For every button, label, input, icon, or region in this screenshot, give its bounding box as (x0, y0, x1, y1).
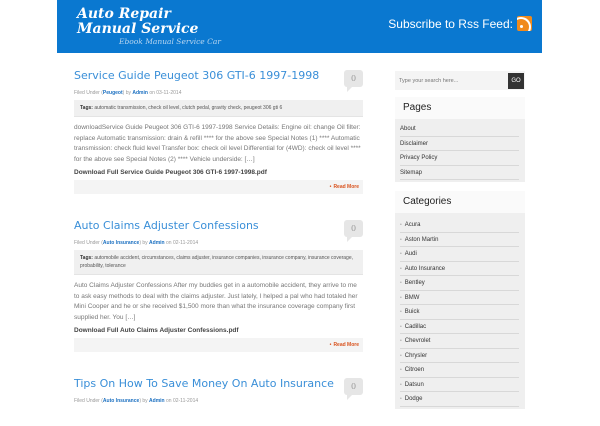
post (74, 216, 363, 352)
category-item[interactable] (400, 218, 519, 233)
bullet-icon: • (400, 280, 402, 286)
post (74, 66, 363, 194)
category-link[interactable]: Bentley (404, 280, 425, 286)
category-item[interactable] (400, 247, 519, 262)
post-meta (74, 240, 363, 246)
rss-label: Subscribe to Rss Feed: (388, 16, 513, 31)
category-link[interactable]: Audi (404, 251, 417, 257)
filed-under-label: Filed Under ( (74, 240, 103, 246)
page-link[interactable]: Disclaimer (400, 137, 519, 152)
category-link[interactable]: Peugeot (102, 90, 123, 96)
author-link[interactable]: Admin (149, 398, 165, 404)
post-meta (74, 90, 363, 96)
post-date: on 02-11-2014 (164, 240, 199, 246)
bullet-icon: • (400, 396, 402, 402)
comment-count-bubble[interactable]: 0 (344, 70, 363, 87)
bullet-icon: • (400, 367, 402, 373)
author-link[interactable]: Admin (132, 90, 148, 96)
category-link[interactable]: Chrysler (404, 352, 428, 359)
categories-widget-title: Categories (395, 191, 525, 213)
by-label: ) by (122, 90, 133, 96)
search-form (395, 71, 525, 90)
post-date: on 03-11-2014 (147, 90, 182, 96)
page-link[interactable]: About (400, 122, 519, 137)
bullet-icon: • (400, 265, 402, 272)
page-link[interactable]: Sitemap (400, 166, 519, 181)
category-link[interactable]: Citroen (404, 367, 425, 373)
post-list (74, 66, 363, 426)
by-label: ) by (139, 240, 150, 246)
tags-list[interactable]: automobile accident, circumstances, claims adjuster, insurance companies, insurance company, insurance coverage, probability, tolerance (80, 255, 354, 269)
read-more-bar (74, 180, 363, 194)
read-more-label: Read More (333, 184, 359, 190)
category-link[interactable]: Datsun (404, 381, 424, 388)
category-link[interactable]: Buick (404, 309, 420, 315)
post-tags (74, 250, 363, 275)
category-link[interactable]: Dodge (404, 396, 423, 402)
bullet-icon: • (400, 309, 402, 315)
page-link[interactable]: Privacy Policy (400, 151, 519, 166)
tags-list[interactable]: automatic transmission, check oil level, clutch pedal, gravity check, peugeot 306 gti 6 (94, 105, 283, 111)
category-item[interactable] (400, 291, 519, 306)
pages-widget-title: Pages (395, 97, 525, 119)
category-item[interactable] (400, 233, 519, 248)
by-label: ) by (139, 398, 150, 404)
rss-subscribe[interactable] (388, 16, 532, 31)
comment-count-bubble[interactable]: 0 (344, 378, 363, 395)
category-item[interactable] (400, 334, 519, 349)
post-title-link[interactable]: Auto Claims Adjuster Confessions (74, 219, 259, 232)
pages-list (395, 119, 525, 182)
author-link[interactable]: Admin (149, 240, 165, 246)
search-input[interactable] (399, 78, 508, 84)
bullet-icon: • (400, 352, 402, 359)
post-date: on 02-11-2014 (164, 398, 199, 404)
read-more-bar (74, 338, 363, 352)
bullet-icon: • (400, 222, 402, 228)
filed-under-label: Filed Under ( (74, 90, 103, 96)
post-excerpt: downloadService Guide Peugeot 306 GTI-6 1997-1998 Service Details: Engine oil: change Oil filter: replace Automatic transmission: drain & refill **** for the above see Special Notes (1) **** Automatic transmission: check fluid level Transfer box: check oil level Differential for (4WD): check oil level **** for the above see Special Notes (2) **** Vehicle underside: […] (74, 124, 361, 163)
category-item[interactable] (400, 363, 519, 378)
bullet-icon: • (400, 294, 402, 301)
download-link[interactable]: Download Full Auto Claims Adjuster Confessions.pdf (74, 327, 239, 334)
category-item[interactable] (400, 392, 519, 407)
post-excerpt: Auto Claims Adjuster Confessions After my buddies get in a automobile accident, they arrive to me to ask easy methods to deal with the claims adjuster. Just lately, I helped a pal who had totaled her Mini Cooper and he or she received $1,500 more than what the insurance coverage company first supplied her. You […] (74, 282, 358, 321)
bullet-icon: • (400, 323, 402, 330)
categories-list (395, 213, 525, 409)
bullet-icon: • (400, 338, 402, 344)
category-link[interactable]: Auto Insurance (102, 240, 140, 246)
category-item[interactable] (400, 262, 519, 277)
category-item[interactable] (400, 305, 519, 320)
category-link[interactable]: Auto Insurance (102, 398, 140, 404)
download-link[interactable]: Download Full Service Guide Peugeot 306 GTI-6 1997-1998.pdf (74, 169, 267, 176)
bullet-icon: • (400, 236, 402, 243)
category-link[interactable]: Aston Martin (404, 236, 439, 243)
read-more-link[interactable] (330, 184, 359, 190)
tags-label: Tags: (80, 105, 93, 111)
site-tagline: Ebook Manual Service Car (119, 37, 221, 46)
post-title-link[interactable]: Tips On How To Save Money On Auto Insurance (74, 377, 334, 390)
bullet-icon: • (400, 381, 402, 388)
category-link[interactable]: Cadillac (404, 323, 427, 330)
bullet-icon: • (400, 251, 402, 257)
site-header (57, 0, 542, 53)
category-link[interactable]: Chevrolet (404, 338, 431, 344)
category-link[interactable]: Auto Insurance (404, 265, 446, 272)
post-title-link[interactable]: Service Guide Peugeot 306 GTI-6 1997-1998 (74, 69, 320, 82)
read-more-label: Read More (333, 342, 359, 348)
rss-icon[interactable] (517, 16, 532, 31)
comment-count-bubble[interactable]: 0 (344, 220, 363, 237)
bullet-icon: • (329, 184, 332, 190)
post-tags (74, 100, 363, 117)
category-item[interactable] (400, 349, 519, 364)
site-title[interactable]: Auto Repair Manual Service (77, 6, 199, 37)
tags-label: Tags: (80, 255, 93, 261)
read-more-link[interactable] (330, 342, 359, 348)
post-meta (74, 398, 363, 404)
category-link[interactable]: Acura (404, 222, 421, 228)
category-item[interactable] (400, 378, 519, 393)
category-item[interactable] (400, 320, 519, 335)
category-link[interactable]: BMW (404, 294, 420, 301)
category-item[interactable] (400, 276, 519, 291)
filed-under-label: Filed Under ( (74, 398, 103, 404)
bullet-icon: • (329, 342, 332, 348)
search-go-button[interactable]: GO (508, 73, 524, 89)
sidebar (395, 71, 525, 409)
